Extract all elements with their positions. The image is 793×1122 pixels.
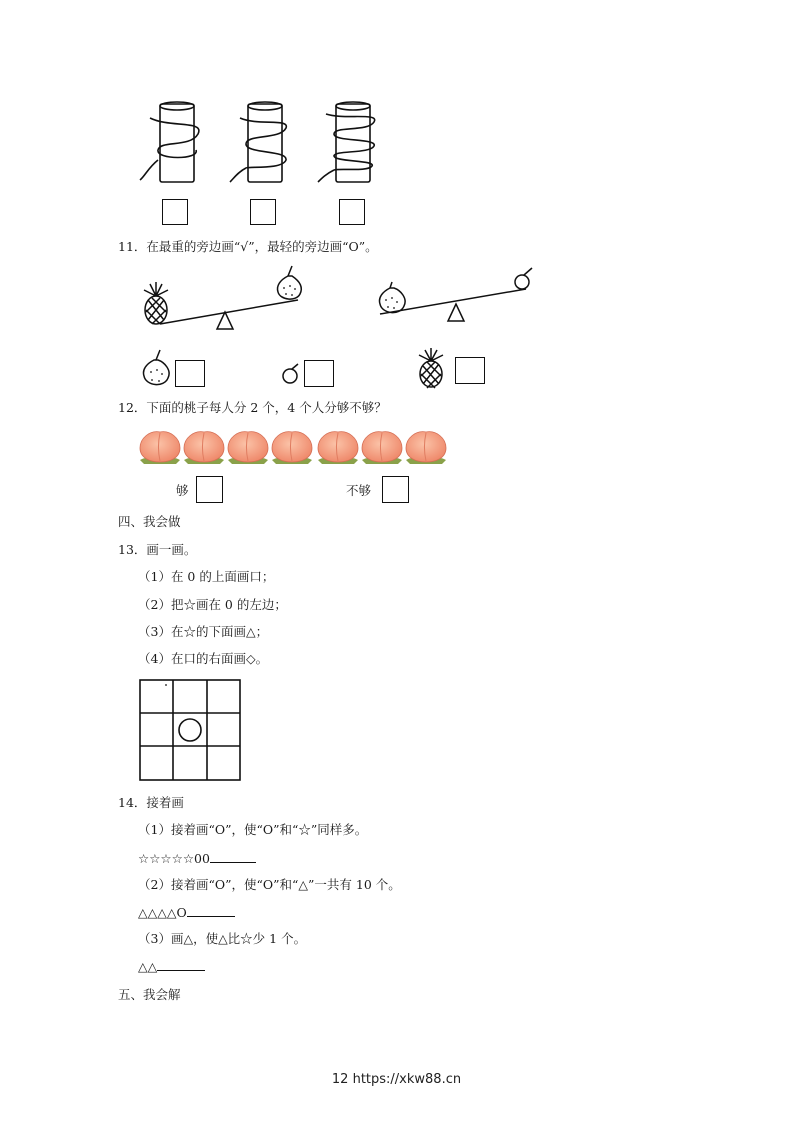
question-14-part-3-sequence: △△	[138, 959, 158, 974]
question-14-part-3-instruction: （3）画△，使△比☆少 1 个。	[138, 931, 307, 946]
question-14-part-2-instruction: （2）接着画“O”，使“O”和“△”一共有 10 个。	[138, 877, 401, 892]
question-13-step-3: （3）在☆的下面画△；	[138, 624, 269, 639]
question-13-step-2: （2）把☆画在 0 的左边；	[138, 597, 287, 612]
question-14-part-2-sequence: △△△△O	[138, 905, 187, 920]
option-enough-label: 够	[176, 483, 189, 498]
question-14-part-1-row	[138, 850, 256, 867]
question-14-part-1-blank[interactable]	[210, 850, 256, 863]
question-14-part-2-row	[138, 904, 235, 921]
question-12-text: 12．下面的桃子每人分 2 个，4 个人分够不够？	[118, 400, 387, 415]
question-14-part-1-instruction: （1）接着画“O”，使“O”和“☆”同样多。	[138, 822, 368, 837]
option-not-enough-label: 不够	[346, 483, 372, 498]
page-footer: 12 https://xkw88.cn	[331, 1072, 462, 1087]
question-14-part-2-blank[interactable]	[187, 904, 235, 917]
section-5-heading: 五、我会解	[118, 987, 181, 1002]
question-14-text: 14．接着画	[118, 795, 184, 810]
question-13-step-4: （4）在口的右面画◇。	[138, 651, 269, 666]
question-13-text: 13．画一画。	[118, 542, 197, 557]
question-14-part-3-blank[interactable]	[157, 958, 205, 971]
question-11-text: 11．在最重的旁边画“√”，最轻的旁边画“O”。	[118, 239, 378, 254]
question-13-step-1: （1）在 0 的上面画口；	[138, 569, 275, 584]
question-14-part-3-row	[138, 958, 205, 975]
circle-zero-marker	[179, 719, 201, 741]
question-14-part-1-sequence: ☆☆☆☆☆00	[138, 851, 210, 866]
section-4-heading: 四、我会做	[118, 514, 181, 529]
